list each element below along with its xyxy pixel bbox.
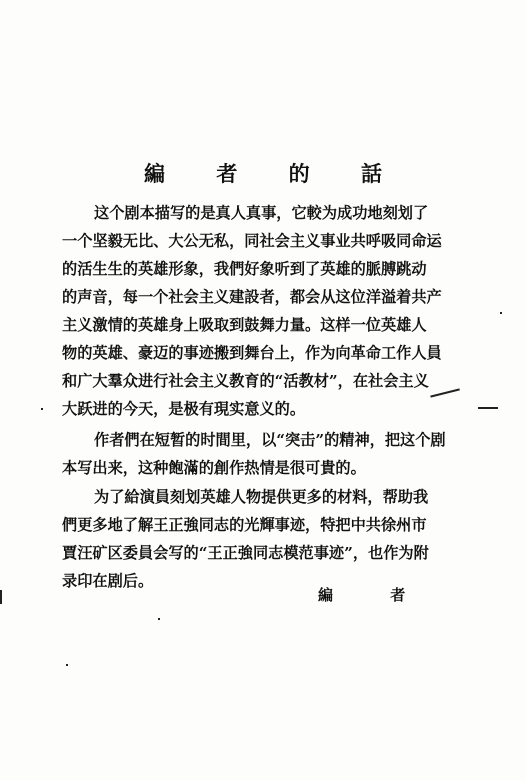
- speck-mark: [500, 312, 502, 314]
- text-line: 們更多地了解王正強同志的光輝事迹，特把中共徐州市: [62, 516, 427, 534]
- text-line: 物的英雄、豪迈的事迹搬到舞台上，作为向革命工作人員: [62, 344, 442, 362]
- text-line: 和广大羣众进行社会主义教育的“活教材”，在社会主义: [62, 372, 429, 390]
- text-line: 的声音，每一个社会主义建設者，都会从这位洋溢着共产: [62, 288, 442, 306]
- editor-signature: 編 者: [318, 586, 432, 604]
- text-line: 录印在剧后。: [62, 572, 154, 590]
- text-line: 大跃进的今天，是极有現实意义的。: [62, 400, 305, 418]
- paragraph-appendix-note: [62, 483, 458, 595]
- page-title: 編 者 的 話: [144, 161, 404, 186]
- paragraph-authors: [62, 426, 458, 482]
- speck-mark: [66, 664, 68, 666]
- text-line: 的活生生的英雄形象，我們好象听到了英雄的脈膊跳动: [62, 260, 427, 278]
- paragraph-intro: [62, 199, 458, 423]
- text-line: 賈汪矿区委員会写的“王正強同志模范事迹”，也作为附: [62, 544, 429, 562]
- text-line: 一个坚毅无比、大公无私，同社会主义事业共呼吸同命运: [62, 232, 442, 250]
- text-line: 本写出来，这种飽滿的創作热情是很可貴的。: [62, 459, 366, 477]
- text-line: 这个剧本描写的是真人真事，它較为成功地刻划了: [94, 204, 429, 222]
- speck-mark: [41, 408, 43, 410]
- text-line: 为了給演員刻划英雄人物提供更多的材料，帮助我: [94, 488, 429, 506]
- text-line: 主义激情的英雄身上吸取到鼓舞力量。这样一位英雄人: [62, 316, 427, 334]
- page-edge-mark: [0, 590, 2, 604]
- print-mark: [478, 407, 498, 409]
- speck-mark: [158, 618, 160, 620]
- text-line: 作者們在短暂的时間里，以“突击”的精神，把这个剧: [94, 431, 446, 449]
